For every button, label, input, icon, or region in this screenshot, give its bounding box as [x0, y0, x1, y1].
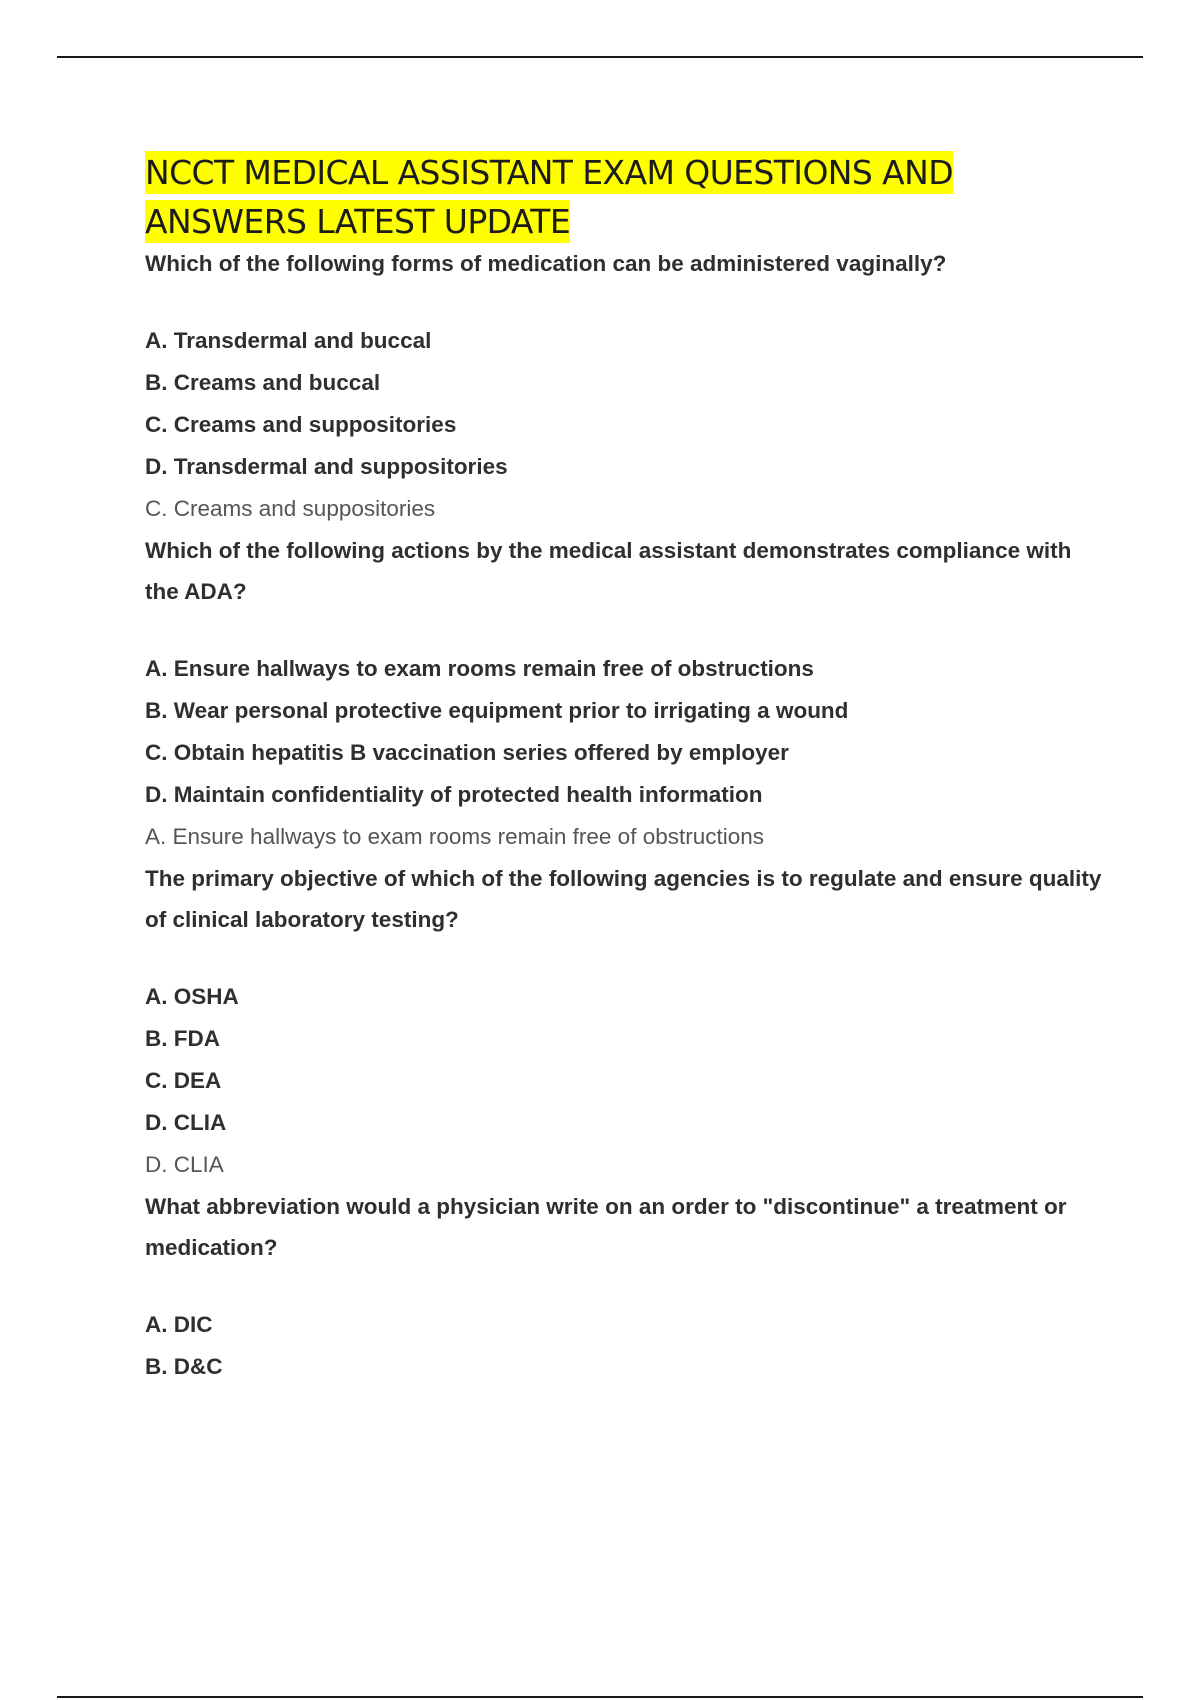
option-item: A. DIC: [145, 1312, 213, 1337]
answer-text: C. Creams and suppositories: [145, 496, 436, 521]
option-item: C. DEA: [145, 1068, 222, 1093]
document-body: [145, 148, 1105, 1388]
option-item: D. CLIA: [145, 1110, 227, 1135]
answer-text: A. Ensure hallways to exam rooms remain free of obstructions: [145, 824, 765, 849]
question-text: What abbreviation would a physician write on an order to "discontinue" a treatment or medication?: [145, 1194, 1067, 1260]
question-text: Which of the following forms of medication can be administered vaginally?: [145, 251, 947, 276]
document-title: [145, 148, 1105, 246]
option-item: C. Creams and suppositories: [145, 412, 457, 437]
title-line-1: NCCT MEDICAL ASSISTANT EXAM QUESTIONS AND: [145, 153, 954, 192]
option-list: [145, 1304, 1105, 1388]
question-text: Which of the following actions by the medical assistant demonstrates compliance with the ADA?: [145, 538, 1072, 604]
option-item: B. D&C: [145, 1354, 223, 1379]
option-item: B. Creams and buccal: [145, 370, 381, 395]
question-block: [145, 1186, 1105, 1388]
bottom-rule: [57, 1696, 1143, 1698]
option-item: A. Ensure hallways to exam rooms remain free of obstructions: [145, 656, 814, 681]
option-list: [145, 320, 1105, 488]
option-item: D. Maintain confidentiality of protected health information: [145, 782, 763, 807]
option-item: A. Transdermal and buccal: [145, 328, 432, 353]
question-block: [145, 530, 1105, 858]
question-block: [145, 858, 1105, 1186]
question-text: The primary objective of which of the following agencies is to regulate and ensure quality of clinical laboratory testing?: [145, 866, 1102, 932]
answer-text: D. CLIA: [145, 1152, 224, 1177]
option-list: [145, 648, 1105, 816]
option-item: A. OSHA: [145, 984, 239, 1009]
option-item: B. FDA: [145, 1026, 220, 1051]
option-list: [145, 976, 1105, 1144]
option-item: B. Wear personal protective equipment prior to irrigating a wound: [145, 698, 849, 723]
option-item: D. Transdermal and suppositories: [145, 454, 508, 479]
title-line-2: ANSWERS LATEST UPDATE: [145, 202, 571, 241]
question-block: [145, 246, 1105, 530]
option-item: C. Obtain hepatitis B vaccination series offered by employer: [145, 740, 789, 765]
top-rule: [57, 56, 1143, 58]
